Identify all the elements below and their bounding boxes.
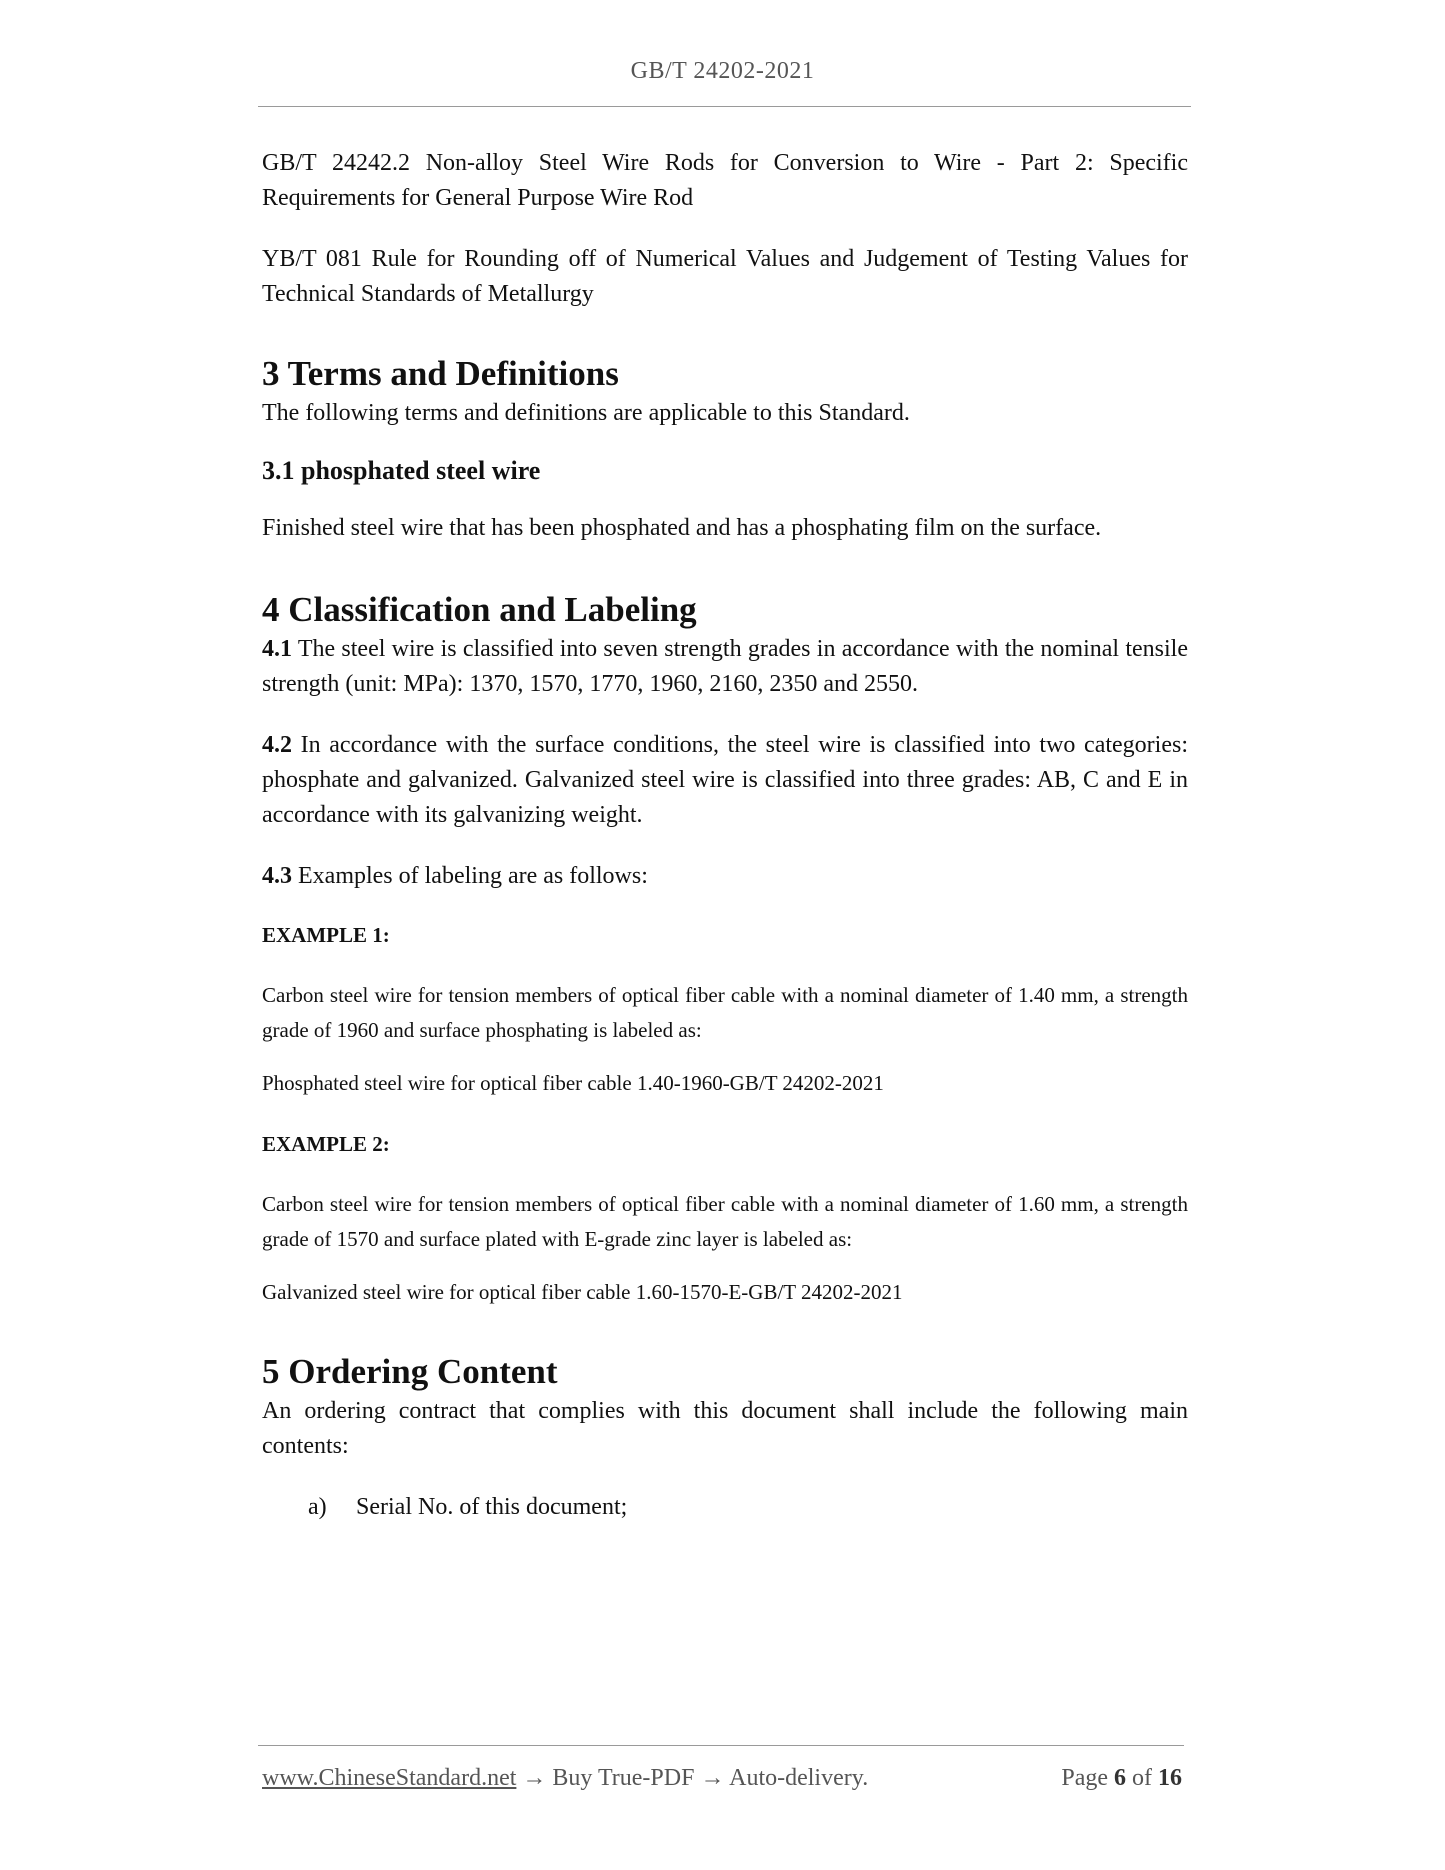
term-3-1-definition: Finished steel wire that has been phosphated and has a phosphating film on the surface. [262,515,1102,541]
section-5-intro: An ordering contract that complies with this document shall include the following main contents: [262,1398,1188,1459]
header-divider [258,106,1191,107]
list-item [262,1490,1188,1525]
section-3-intro: The following terms and definitions are applicable to this Standard. [262,400,910,426]
clause-4-1-text: The steel wire is classified into seven strength grades in accordance with the nominal tensile strength (unit: MPa): 1370, 1570, 1770, 1960, 2160, 2350 and 2550. [262,636,1188,697]
example-2-description: Carbon steel wire for tension members of optical fiber cable with a nominal diameter of 1.60 mm, a strength grade of 1570 and surface plated with E-grade zinc layer is labeled as: [262,1192,1188,1251]
page-total: 16 [1158,1765,1182,1791]
section-4-heading: 4 Classification and Labeling [262,590,697,629]
example-1-label: EXAMPLE 1: [262,923,390,947]
clause-4-3-text: Examples of labeling are as follows: [292,863,648,889]
example-2-label: EXAMPLE 2: [262,1132,390,1156]
reference-ybt-081: YB/T 081 Rule for Rounding off of Numerical Values and Judgement of Testing Values for Technical Standards of Metallurgy [262,246,1188,307]
list-item-text: Serial No. of this document; [356,1494,628,1520]
clause-4-3-number: 4.3 [262,863,292,889]
clause-4-2 [262,728,1188,833]
example-1-description: Carbon steel wire for tension members of optical fiber cable with a nominal diameter of 1.40 mm, a strength grade of 1960 and surface phosphating is labeled as: [262,983,1188,1042]
page-header: GB/T 24202-2021 [630,58,815,84]
page-number [1061,1762,1182,1794]
footer-promo [262,1762,868,1794]
list-item-marker: a) [308,1494,327,1520]
page-mid: of [1126,1765,1158,1791]
clause-4-1-number: 4.1 [262,636,292,662]
footer-divider [258,1745,1184,1746]
footer-tagline: → Buy True-PDF → Auto-delivery. [516,1765,869,1791]
page-content [262,146,1188,1525]
clause-4-1 [262,632,1188,702]
example-2-code: Galvanized steel wire for optical fiber cable 1.60-1570-E-GB/T 24202-2021 [262,1280,903,1304]
clause-4-2-text: In accordance with the surface conditions, the steel wire is classified into two categories: phosphate and galvanized. Galvanized steel wire is classified into three grades: AB, C and E in accordance with its galvanizing weight. [262,732,1188,828]
example-1-code: Phosphated steel wire for optical fiber cable 1.40-1960-GB/T 24202-2021 [262,1071,884,1095]
page-prefix: Page [1061,1765,1114,1791]
clause-4-3 [262,859,1188,894]
reference-gbt-24242-2: GB/T 24242.2 Non-alloy Steel Wire Rods for Conversion to Wire - Part 2: Specific Requirements for General Purpose Wire Rod [262,150,1188,211]
section-5-heading: 5 Ordering Content [262,1352,558,1391]
page-current: 6 [1114,1765,1126,1791]
website-link[interactable]: www.ChineseStandard.net [262,1765,517,1791]
section-3-heading: 3 Terms and Definitions [262,354,619,393]
clause-4-2-number: 4.2 [262,732,292,758]
term-3-1-heading: 3.1 phosphated steel wire [262,456,541,485]
